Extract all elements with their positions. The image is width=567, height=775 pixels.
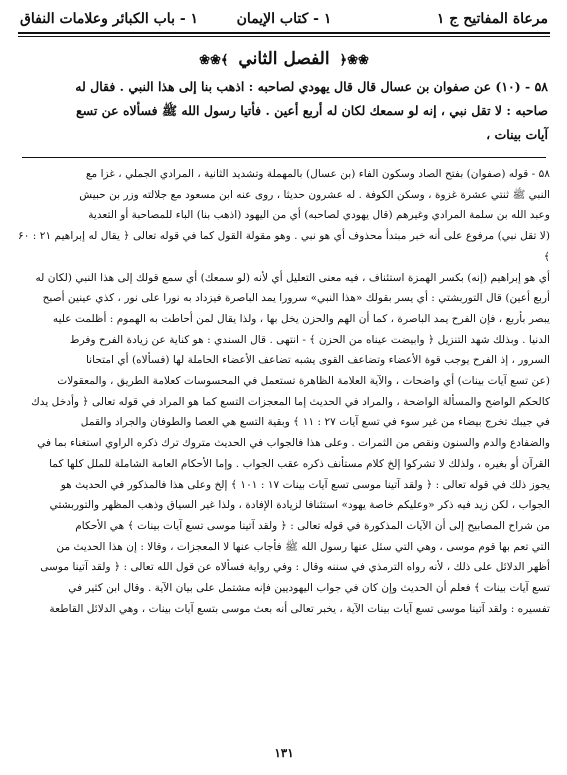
commentary-line: النبي ﷺ ثنتي عشرة غزوة ، وسكن الكوفة . له عشرون حديثا ، روى عنه ابن مسعود مع جلالته وزر بن حبيش [79, 188, 550, 201]
section-divider [22, 157, 546, 158]
hadith-line: صاحبه : لا تقل نبي ، إنه لو سمعك لكان له أربع أعين . فأتيا رسول الله ﷺ فسألاه عن تسع [76, 103, 548, 118]
header-rule [18, 32, 550, 34]
commentary-line: والضفادع والدم والسنون ونقص من الثمرات . وعلى هذا فالجواب في الحديث متروك ترك ذكره الراوي استغناء بما في [37, 437, 550, 450]
commentary-line: يجوز ذلك في قوله تعالى : ﴿ ولقد آتينا موسى تسع آيات بينات ۱۷ : ۱۰۱ ﴾ إلخ وعلى هذا فالمذكور في الحديث هو [60, 478, 550, 491]
commentary-line: الجواب ، لكن زيد فيه ذكر «وعليكم خاصة يهود» استئنافا لزيادة الإفادة ، ولذا غير السياق وذهب المظهر والتوربشتي [49, 499, 550, 512]
ornament-icon: ❀❀﴿ [339, 53, 369, 68]
section-title [14, 49, 554, 69]
document-page [14, 6, 554, 768]
header-chapter: ۱ - كتاب الإيمان [236, 11, 332, 27]
header-book-volume: مرعاة المفاتيح ج ۱ [436, 11, 548, 27]
commentary-line: القرآن أو بغيره ، ولذلك لا تشركوا إلخ كلام مستأنف ذكره عقب الجواب . وإما الأحكام العامة الشاملة للملل كلها كما [49, 457, 550, 470]
commentary-line: كالحكم الواضح والمسألة الواضحة ، والمراد في الحديث إما المعجزات التسع كما هو المراد في قوله تعالى ﴿ وأدخل يدك [31, 395, 550, 408]
commentary-line: أظهر الدلائل على ذلك ، لأنه رواه الترمذي في سننه وقال : وفي رواية فسألاه عن قول الله تعالى : ﴿ ولقد آتينا موسى [40, 561, 550, 574]
page-number: ۱۳۱ [274, 746, 294, 760]
commentary-line: (لا تقل نبي) مرفوع على أنه خبر مبتدأ محذوف أي هو نبي . وهو مقولة القول كما في قوله تعالى ﴿ يقال له إبراهيم ۲۱ : ۶۰ ﴾ [18, 230, 550, 263]
hadith-text [14, 75, 554, 147]
running-header [14, 6, 554, 32]
hadith-line: ۵۸ - (۱۰) عن صفوان بن عسال قال قال يهودي لصاحبه : اذهب بنا إلى هذا النبي . فقال له [75, 79, 548, 94]
commentary-line: التي تعم بها قوم موسى ، وهي التي سئل عنها رسول الله ﷺ فأجاب عنها لا المعجزات ، وقالا : إن هذا الحديث من [56, 540, 550, 553]
commentary-text [14, 164, 554, 619]
commentary-line: تفسيره : ولقد آتينا موسى تسع آيات بينات الآية ، يخبر تعالى أنه بعث موسى بتسع آيات بينات ، وهي الدلائل القاطعة [49, 602, 550, 615]
commentary-line: ۵۸ - قوله (صفوان) بفتح الصاد وسكون الفاء (بن عسال) بالمهملة وتشديد الثانية ، المرادي الجملي ، غزا مع [85, 168, 550, 180]
commentary-line: يبصر بأربع ، فإن الفرح يمد الباصرة ، كما أن الهم والحزن يخل بها ، ولذا يقال لمن أحاطت به الهموم : أظلمت عليه [52, 312, 550, 325]
commentary-line: أربع أعين) قال التوربشتي : أي يسر بقولك «هذا النبي» سرورا يمد الباصرة فيزداد به نورا على نور ، كذي عينين أصبح [42, 292, 550, 305]
ornament-icon: ﴾❀❀ [199, 53, 229, 68]
commentary-line: السرور ، إذ الفرح يوجب قوة الأعضاء وتضاعف القوى يشبه تضاعف الأعضاء الحاملة لها (فسألاه) أي امتحانا [85, 354, 550, 367]
commentary-line: في جيبك تخرج بيضاء من غير سوء في تسع آيات ۲۷ : ۱۱ ﴾ وبقية التسع هي العصا والطوفان والجراد والقمل [80, 416, 550, 429]
commentary-line: وعبد الله بن سلمة المرادي وغيرهم (قال يهودي لصاحبه) أي من اليهود (اذهب بنا) الباء للمصاحبة أو التعدية [88, 209, 550, 222]
commentary-line: (عن تسع آيات بينات) أي واضحات ، والآية العلامة الظاهرة تستعمل في المحسوسات كعلامة الطريق ، والمعقولات [57, 375, 550, 388]
header-section: ۱ - باب الكبائر وعلامات النفاق [20, 11, 199, 27]
commentary-line: تسع آيات بينات ﴾ فعلم أن الحديث وإن كان في جواب اليهوديين فإنه مشتمل على بيان الآية . وقال ابن كثير في [68, 582, 550, 595]
commentary-line: من شراح المصابيح إلى أن الآيات المذكورة في قوله تعالى : ﴿ ولقد آتينا موسى تسع آيات بينات ﴾ هي الأحكام [75, 519, 550, 532]
commentary-line: الدنيا . وبذلك شهد التنزيل ﴿ وابيضت عيناه من الحزن ﴾ - انتهى . قال السندي : هو كناية عن زيادة الفرح وفرط [69, 333, 550, 346]
header-rule-thin [18, 36, 550, 37]
section-title-text: الفصل الثاني [238, 49, 330, 69]
hadith-line: آيات بينات ، [486, 127, 548, 142]
commentary-line: أي هو إبراهيم (إنه) بكسر الهمزة استئناف ، فيه معنى التعليل أي لأنه (لو سمعك) أي سمع قولك إلى هذا النبي (لكان له [35, 271, 550, 284]
